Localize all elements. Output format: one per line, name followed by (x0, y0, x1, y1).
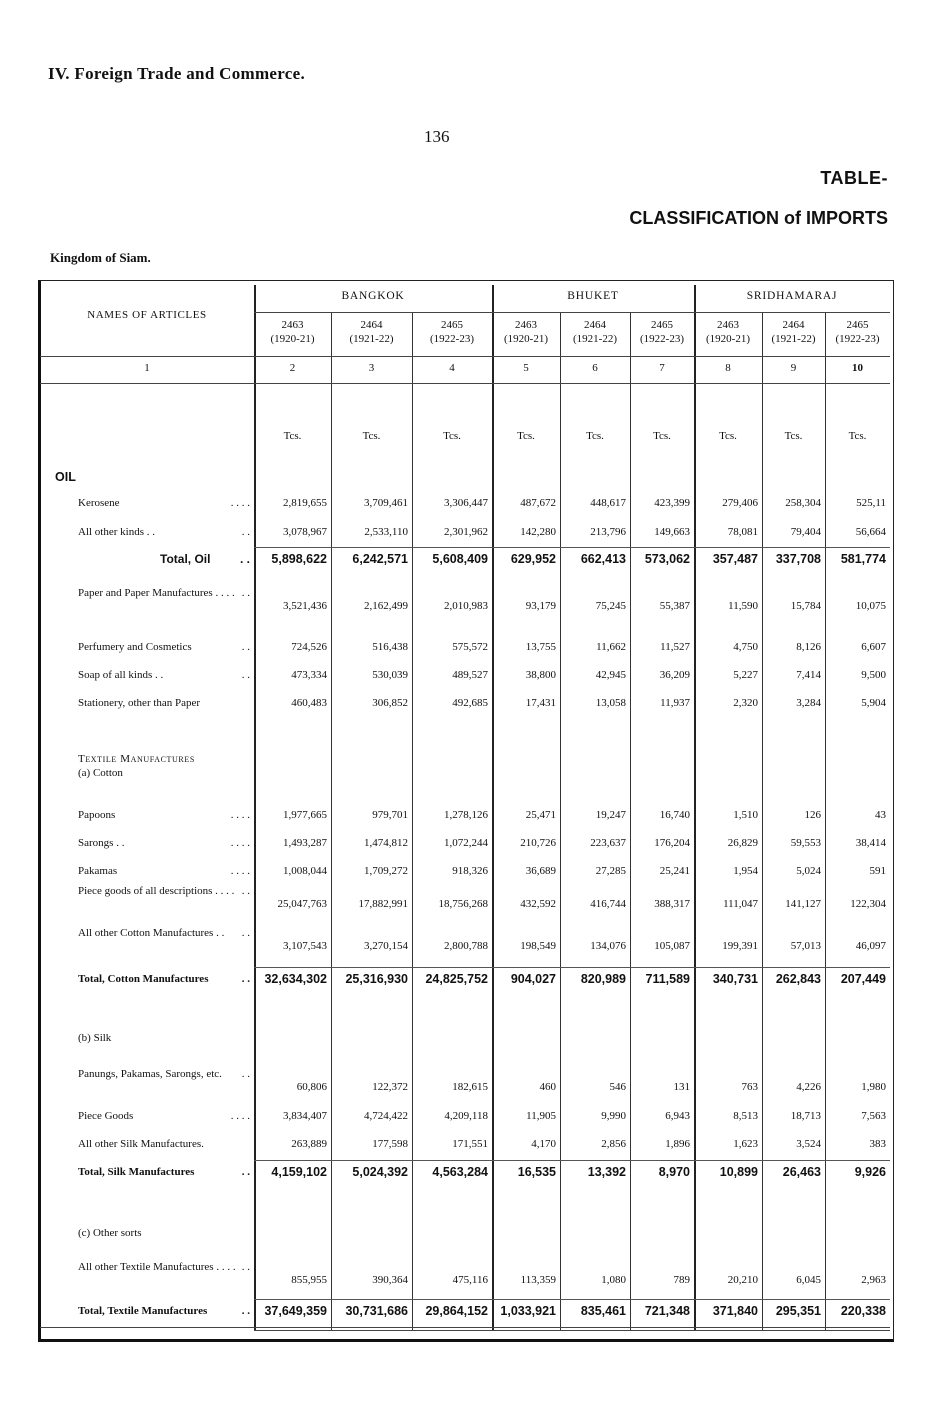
value-cell: 75,245 (595, 600, 626, 612)
value-cell: 38,414 (855, 837, 886, 849)
year-header: 2463 (1920-21) (270, 319, 315, 345)
value-cell: 57,013 (790, 940, 821, 952)
unit-label: Tcs. (586, 430, 604, 442)
row-label-text: Papoons (78, 809, 116, 821)
leader-dots: . . (241, 587, 250, 599)
total-value-cell: 29,864,152 (425, 1304, 488, 1318)
row-rule (40, 383, 890, 384)
value-cell: 3,078,967 (283, 526, 327, 538)
value-cell: 7,563 (861, 1110, 886, 1122)
value-cell: 17,882,991 (358, 898, 408, 910)
section-textile-silk: (b) Silk (78, 1032, 112, 1044)
total-value-cell: 37,649,359 (264, 1304, 327, 1318)
value-cell: 763 (741, 1081, 758, 1093)
value-cell: 122,304 (850, 898, 886, 910)
column-number: 1 (144, 362, 150, 374)
total-row-label (160, 553, 250, 566)
value-cell: 16,740 (659, 809, 690, 821)
total-value-cell: 904,027 (510, 972, 556, 986)
value-cell: 6,607 (861, 641, 886, 653)
value-cell: 3,709,461 (364, 497, 408, 509)
value-cell: 979,701 (372, 809, 408, 821)
total-value-cell: 6,242,571 (352, 552, 408, 566)
total-value-cell: 711,589 (645, 972, 690, 986)
row-label-text: Total, Oil (160, 552, 211, 566)
column-number: 5 (523, 362, 529, 374)
total-value-cell: 4,159,102 (271, 1165, 327, 1179)
value-cell: 2,963 (861, 1274, 886, 1286)
value-cell: 11,662 (596, 641, 626, 653)
value-cell: 1,510 (733, 809, 758, 821)
unit-label: Tcs. (848, 430, 867, 442)
value-cell: 111,047 (723, 898, 758, 910)
value-cell: 1,977,665 (283, 809, 327, 821)
row-label (78, 865, 250, 878)
value-cell: 46,097 (855, 940, 886, 952)
value-cell: 20,210 (727, 1274, 758, 1286)
total-value-cell: 32,634,302 (264, 972, 327, 986)
value-cell: 546 (609, 1081, 626, 1093)
value-cell: 25,471 (525, 809, 556, 821)
total-value-cell: 581,774 (840, 552, 886, 566)
value-cell: 18,713 (790, 1110, 821, 1122)
unit-label: Tcs. (784, 430, 803, 442)
leader-dots: . . (241, 927, 250, 939)
value-cell: 9,990 (601, 1110, 626, 1122)
value-cell: 4,724,422 (364, 1110, 408, 1122)
leader-dots: . . . . (230, 809, 250, 821)
unit-label: Tcs. (283, 430, 302, 442)
value-cell: 2,301,962 (444, 526, 488, 538)
value-cell: 388,317 (654, 898, 690, 910)
value-cell: 724,526 (291, 641, 327, 653)
total-row-label (78, 1305, 250, 1318)
total-value-cell: 9,926 (854, 1165, 886, 1179)
row-label-text: Total, Cotton Manufactures (78, 973, 209, 985)
value-cell: 1,474,812 (364, 837, 408, 849)
value-cell: 42,945 (595, 669, 626, 681)
column-number: 3 (368, 362, 375, 374)
row-label (78, 587, 250, 600)
total-value-cell: 340,731 (712, 972, 758, 986)
value-cell: 25,241 (659, 865, 690, 877)
value-cell: 3,284 (796, 697, 821, 709)
unit-label: Tcs. (653, 430, 671, 442)
value-cell: 460,483 (291, 697, 327, 709)
value-cell: 11,590 (728, 600, 758, 612)
value-cell: 1,278,126 (444, 809, 488, 821)
value-cell: 213,796 (590, 526, 626, 538)
section-textile-other: (c) Other sorts (78, 1227, 142, 1239)
column-number: 10 (852, 362, 863, 374)
row-label (78, 641, 250, 654)
row-label-text: Panungs, Pakamas, Sarongs, etc. (78, 1068, 222, 1080)
unit-label: Tcs. (517, 430, 535, 442)
value-cell: 8,513 (733, 1110, 758, 1122)
row-label (78, 1261, 250, 1274)
value-cell: 489,527 (452, 669, 488, 681)
row-label-text: Soap of all kinds . . (78, 669, 164, 681)
value-cell: 530,039 (372, 669, 408, 681)
value-cell: 7,414 (796, 669, 821, 681)
total-value-cell: 10,899 (719, 1165, 758, 1179)
value-cell: 1,072,244 (444, 837, 488, 849)
leader-dots: . . (241, 641, 250, 653)
value-cell: 1,493,287 (283, 837, 327, 849)
value-cell: 59,553 (790, 837, 821, 849)
value-cell: 4,209,118 (444, 1110, 488, 1122)
value-cell: 25,047,763 (277, 898, 327, 910)
value-cell: 177,598 (372, 1138, 408, 1150)
year-header: 2464 (1921-22) (771, 319, 816, 345)
column-number: 4 (449, 362, 455, 374)
value-cell: 131 (673, 1081, 690, 1093)
column-number: 9 (790, 362, 797, 374)
value-cell: 11,527 (660, 641, 690, 653)
value-cell: 10,075 (855, 600, 886, 612)
total-value-cell: 371,840 (712, 1304, 758, 1318)
value-cell: 460 (539, 1081, 556, 1093)
row-label (78, 809, 250, 822)
value-cell: 105,087 (654, 940, 690, 952)
row-label (78, 669, 250, 682)
year-header: 2464 (1921-22) (349, 319, 394, 345)
total-value-cell: 207,449 (840, 972, 886, 986)
value-cell: 126 (804, 809, 821, 821)
value-cell: 475,116 (452, 1274, 488, 1286)
value-cell: 18,756,268 (438, 898, 488, 910)
value-cell: 1,896 (665, 1138, 690, 1150)
value-cell: 1,080 (601, 1274, 626, 1286)
total-value-cell: 721,348 (644, 1304, 690, 1318)
value-cell: 19,247 (595, 809, 626, 821)
value-cell: 15,784 (790, 600, 821, 612)
value-cell: 60,806 (296, 1081, 327, 1093)
table-title: CLASSIFICATION of IMPORTS (629, 208, 888, 228)
section-textile-cotton: (a) Cotton (78, 767, 123, 779)
page-number: 136 (424, 127, 450, 146)
total-value-cell: 4,563,284 (432, 1165, 488, 1179)
value-cell: 3,270,154 (364, 940, 408, 952)
value-cell: 3,306,447 (444, 497, 488, 509)
value-cell: 36,209 (659, 669, 690, 681)
bottom-rule (40, 1327, 890, 1328)
value-cell: 79,404 (790, 526, 821, 538)
row-label (78, 927, 250, 940)
value-cell: 142,280 (520, 526, 556, 538)
row-label-text: Total, Textile Manufactures (78, 1305, 208, 1317)
value-cell: 306,852 (372, 697, 408, 709)
section-textile: Textile Manufactures (78, 753, 195, 765)
value-cell: 575,572 (452, 641, 488, 653)
total-value-cell: 5,024,392 (352, 1165, 408, 1179)
total-value-cell: 5,608,409 (432, 552, 488, 566)
value-cell: 134,076 (590, 940, 626, 952)
value-cell: 1,008,044 (283, 865, 327, 877)
value-cell: 1,954 (733, 865, 758, 877)
section-oil: OIL (55, 470, 76, 484)
column-number: 8 (725, 362, 731, 374)
row-label-text: Piece Goods (78, 1110, 134, 1122)
leader-dots: . . (241, 973, 250, 985)
leader-dots: . . (241, 1305, 250, 1317)
year-header: 2464 (1921-22) (573, 319, 617, 345)
value-cell: 210,726 (520, 837, 556, 849)
row-label-text: Paper and Paper Manufactures . . . . (78, 587, 235, 599)
total-value-cell: 5,898,622 (271, 552, 327, 566)
row-label-text: All other kinds . . (78, 526, 155, 538)
value-cell: 448,617 (590, 497, 626, 509)
value-cell: 149,663 (654, 526, 690, 538)
leader-dots: . . (241, 1068, 250, 1080)
row-label-text: All other Textile Manufactures . . . . (78, 1261, 236, 1273)
row-rule (40, 356, 890, 357)
value-cell: 2,533,110 (364, 526, 408, 538)
value-cell: 113,359 (520, 1274, 556, 1286)
value-cell: 223,637 (590, 837, 626, 849)
value-cell: 122,372 (372, 1081, 408, 1093)
total-value-cell: 8,970 (658, 1165, 690, 1179)
row-label (78, 1068, 250, 1081)
year-header: 2465 (1922-23) (835, 319, 880, 345)
value-cell: 492,685 (452, 697, 488, 709)
value-cell: 2,320 (733, 697, 758, 709)
year-header: 2463 (1920-21) (706, 319, 750, 345)
row-label (78, 837, 250, 850)
total-row-label (78, 1166, 250, 1179)
value-cell: 390,364 (372, 1274, 408, 1286)
value-cell: 416,744 (590, 898, 626, 910)
value-cell: 2,162,499 (364, 600, 408, 612)
value-cell: 525,11 (856, 497, 886, 509)
row-label (78, 526, 250, 539)
total-value-cell: 337,708 (775, 552, 821, 566)
value-cell: 383 (869, 1138, 886, 1150)
value-cell: 5,227 (733, 669, 758, 681)
row-label (78, 497, 250, 510)
total-value-cell: 24,825,752 (425, 972, 488, 986)
value-cell: 6,943 (665, 1110, 690, 1122)
value-cell: 182,615 (452, 1081, 488, 1093)
column-number: 2 (289, 362, 296, 374)
year-header: 2465 (1922-23) (430, 319, 474, 345)
total-value-cell: 220,338 (840, 1304, 886, 1318)
total-rule (254, 1160, 890, 1161)
running-header: IV. Foreign Trade and Commerce. (48, 64, 306, 83)
total-value-cell: 629,952 (510, 552, 556, 566)
value-cell: 5,024 (796, 865, 821, 877)
total-value-cell: 820,989 (580, 972, 626, 986)
row-label-text: Piece goods of all descriptions . . . . (78, 885, 235, 897)
value-cell: 55,387 (659, 600, 690, 612)
leader-dots: . . . . (230, 497, 250, 509)
leader-dots: . . (241, 526, 250, 538)
value-cell: 263,889 (291, 1138, 327, 1150)
value-cell: 423,399 (654, 497, 690, 509)
unit-label: Tcs. (719, 430, 737, 442)
total-value-cell: 30,731,686 (345, 1304, 408, 1318)
total-rule (254, 547, 890, 548)
value-cell: 4,226 (796, 1081, 821, 1093)
value-cell: 591 (869, 865, 886, 877)
value-cell: 2,819,655 (283, 497, 327, 509)
value-cell: 516,438 (372, 641, 408, 653)
value-cell: 141,127 (785, 898, 821, 910)
value-cell: 3,524 (796, 1138, 821, 1150)
row-label (78, 885, 250, 898)
unit-label: Tcs. (362, 430, 381, 442)
value-cell: 11,905 (526, 1110, 556, 1122)
value-cell: 2,856 (601, 1138, 626, 1150)
value-cell: 171,551 (452, 1138, 488, 1150)
row-label-text: Stationery, other than Paper (78, 697, 201, 709)
value-cell: 2,800,788 (444, 940, 488, 952)
total-value-cell: 662,413 (580, 552, 626, 566)
value-cell: 1,709,272 (364, 865, 408, 877)
value-cell: 3,107,543 (283, 940, 327, 952)
leader-dots: . . (241, 669, 250, 681)
group-header: BHUKET (567, 290, 619, 302)
total-rule (254, 1299, 890, 1300)
column-number: 7 (659, 362, 665, 374)
value-cell: 198,549 (520, 940, 556, 952)
value-cell: 473,334 (291, 669, 327, 681)
value-cell: 17,431 (525, 697, 556, 709)
year-header: 2463 (1920-21) (504, 319, 548, 345)
total-value-cell: 16,535 (517, 1165, 556, 1179)
value-cell: 6,045 (796, 1274, 821, 1286)
total-value-cell: 573,062 (644, 552, 690, 566)
value-cell: 3,834,407 (283, 1110, 327, 1122)
value-cell: 279,406 (722, 497, 758, 509)
year-header: 2465 (1922-23) (640, 319, 684, 345)
leader-dots: . . . . (230, 1110, 250, 1122)
value-cell: 855,955 (291, 1274, 327, 1286)
leader-dots: . . . . (230, 837, 250, 849)
value-cell: 26,829 (727, 837, 758, 849)
value-cell: 43 (875, 809, 886, 821)
value-cell: 487,672 (520, 497, 556, 509)
value-cell: 918,326 (452, 865, 488, 877)
leader-dots: . . (239, 552, 250, 566)
total-row-label (78, 973, 250, 986)
total-value-cell: 357,487 (712, 552, 758, 566)
value-cell: 1,623 (733, 1138, 758, 1150)
total-value-cell: 835,461 (580, 1304, 626, 1318)
row-rule (254, 1330, 890, 1331)
row-label (78, 1138, 250, 1151)
row-label-text: Kerosene (78, 497, 120, 509)
value-cell: 13,755 (525, 641, 556, 653)
leader-dots: . . . . (230, 865, 250, 877)
row-rule (254, 312, 890, 313)
leader-dots: . . (241, 1261, 250, 1273)
value-cell: 36,689 (525, 865, 556, 877)
row-label-text: Sarongs . . (78, 837, 125, 849)
value-cell: 78,081 (727, 526, 758, 538)
value-cell: 11,937 (660, 697, 690, 709)
value-cell: 258,304 (785, 497, 821, 509)
column-number: 6 (592, 362, 598, 374)
total-value-cell: 295,351 (775, 1304, 821, 1318)
value-cell: 789 (673, 1274, 690, 1286)
row-label-text: Pakamas (78, 865, 118, 877)
leader-dots: . . (241, 885, 250, 897)
group-header: BANGKOK (341, 290, 405, 302)
value-cell: 8,126 (796, 641, 821, 653)
total-value-cell: 13,392 (587, 1165, 626, 1179)
value-cell: 9,500 (861, 669, 886, 681)
value-cell: 176,204 (654, 837, 690, 849)
total-value-cell: 25,316,930 (345, 972, 408, 986)
row-label-text: All other Cotton Manufactures . . (78, 927, 225, 939)
row-label-text: All other Silk Manufactures. (78, 1138, 204, 1150)
row-label (78, 697, 250, 710)
leader-dots: . . (241, 1166, 250, 1178)
total-value-cell: 26,463 (782, 1165, 821, 1179)
value-cell: 4,750 (733, 641, 758, 653)
value-cell: 432,592 (520, 898, 556, 910)
value-cell: 1,980 (861, 1081, 886, 1093)
row-label (78, 1110, 250, 1123)
group-header: SRIDHAMARAJ (746, 290, 838, 302)
value-cell: 13,058 (595, 697, 626, 709)
value-cell: 3,521,436 (283, 600, 327, 612)
kingdom-label: Kingdom of Siam. (50, 250, 151, 265)
row-label-text: Total, Silk Manufactures (78, 1166, 195, 1178)
value-cell: 56,664 (855, 526, 886, 538)
value-cell: 93,179 (525, 600, 556, 612)
value-cell: 38,800 (525, 669, 556, 681)
value-cell: 27,285 (595, 865, 626, 877)
row-label-text: Perfumery and Cosmetics (78, 641, 192, 653)
value-cell: 5,904 (861, 697, 886, 709)
value-cell: 4,170 (531, 1138, 556, 1150)
unit-label: Tcs. (443, 430, 461, 442)
names-of-articles-header: NAMES OF ARTICLES (87, 309, 207, 321)
total-rule (254, 967, 890, 968)
table-label: TABLE- (820, 168, 888, 188)
value-cell: 2,010,983 (444, 600, 488, 612)
value-cell: 199,391 (722, 940, 758, 952)
total-value-cell: 1,033,921 (500, 1304, 556, 1318)
total-value-cell: 262,843 (775, 972, 821, 986)
